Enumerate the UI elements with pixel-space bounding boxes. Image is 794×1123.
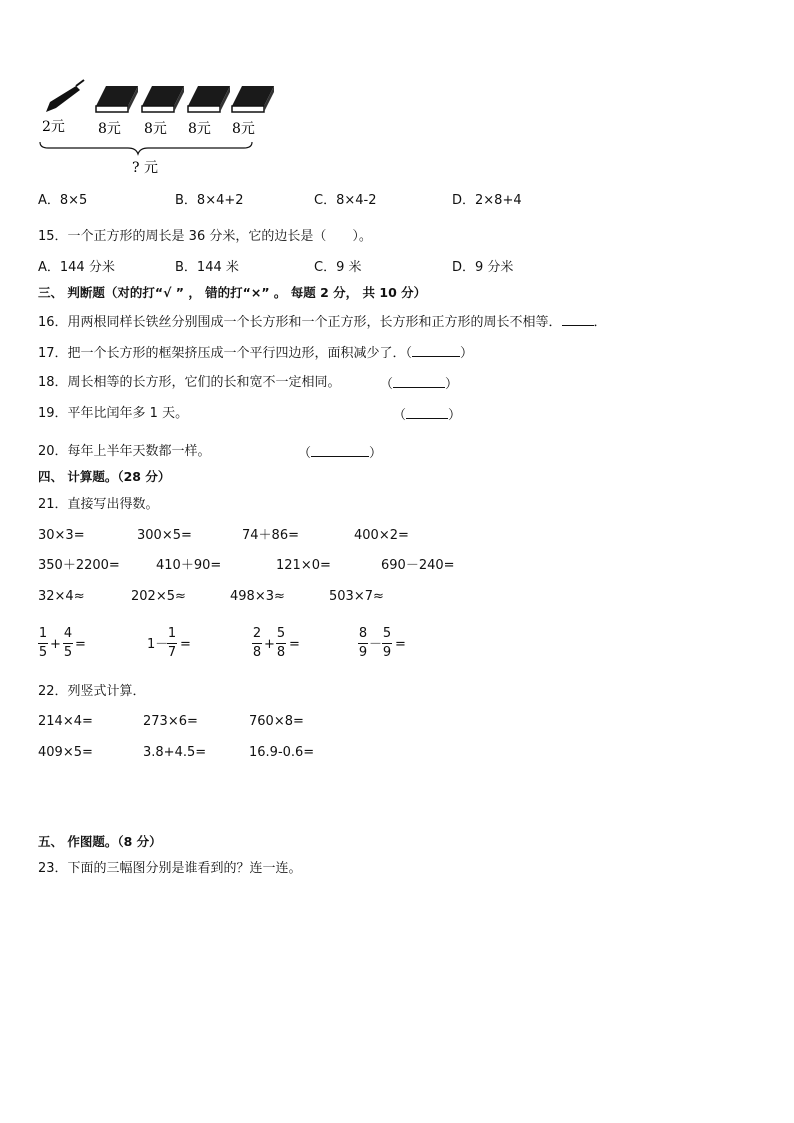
q21-r1-c1: 30×3=: [38, 528, 85, 543]
q21-r1-c4: 400×2=: [354, 528, 409, 543]
q19-text: 19．平年比闰年多 1 天。: [38, 406, 189, 421]
fraction: 5 8: [276, 626, 286, 660]
book-icon: [232, 86, 274, 112]
q16-end: ．: [593, 315, 607, 330]
q21-r3-c2: 202×5≈: [131, 589, 186, 604]
q22-r2-c3: 16.9-0.6=: [249, 745, 315, 760]
fraction: 5 9: [382, 626, 392, 660]
q21-r2-c2: 410＋90=: [156, 558, 222, 573]
price-figure: [36, 76, 286, 180]
q14-option-a: A．8×5: [38, 193, 88, 208]
q15-option-b: B．144 米: [175, 260, 239, 275]
q22-r1-c1: 214×4=: [38, 714, 93, 729]
q16: [38, 313, 607, 331]
q18-answer-blank[interactable]: [393, 375, 445, 388]
q17-end: ）: [460, 346, 474, 361]
fraction: 2 8: [252, 626, 262, 660]
pen-icon: [46, 80, 84, 112]
q17: [38, 344, 473, 362]
fraction: 8 9: [358, 626, 368, 660]
q21-title: 21．直接写出得数。: [38, 497, 159, 512]
book-icon: [142, 86, 184, 112]
q16-answer-blank[interactable]: [562, 313, 594, 326]
q17-text: 17．把一个长方形的框架挤压成一个平行四边形，面积减少了．（: [38, 346, 413, 361]
q20-answer: （ ）: [298, 446, 383, 461]
fraction: 1 7: [167, 626, 177, 660]
q22-title: 22．列竖式计算．: [38, 684, 146, 699]
q22-r2-c2: 3.8+4.5=: [143, 745, 207, 760]
q20-text: 20．每年上半年天数都一样。: [38, 444, 211, 459]
q21-r2-c1: 350＋2200=: [38, 558, 120, 573]
q21-r2-c3: 121×0=: [276, 558, 331, 573]
fraction: 1 5: [38, 626, 48, 660]
q20-answer-blank[interactable]: [311, 444, 369, 457]
fraction: 4 5: [63, 626, 73, 660]
q16-text: 16．用两根同样长铁丝分别围成一个长方形和一个正方形，长方形和正方形的周长不相等．: [38, 315, 562, 330]
section3-title: 三、 判断题（对的打“√ ” ， 错的打“×” 。 每题 2 分， 共 10 分）: [38, 285, 427, 300]
q17-answer-blank[interactable]: [412, 344, 460, 357]
price-book-3: 8元: [188, 121, 211, 137]
book-icon: [96, 86, 138, 112]
section5-title: 五、 作图题。（8 分）: [38, 834, 162, 849]
q21-r3-c1: 32×4≈: [38, 589, 85, 604]
price-book-4: 8元: [232, 121, 255, 137]
q21-r1-c2: 300×5=: [137, 528, 192, 543]
q15-stem-after: ）。: [352, 229, 372, 244]
q23-text: 23．下面的三幅图分别是谁看到的？连一连。: [38, 861, 302, 876]
q21-r1-c3: 74＋86=: [242, 528, 299, 543]
q15-option-a: A．144 分米: [38, 260, 115, 275]
q18-text: 18．周长相等的长方形，它们的长和宽不一定相同。: [38, 375, 341, 390]
q19-answer: （ ）: [393, 408, 462, 423]
section4-title: 四、 计算题。（28 分）: [38, 469, 171, 484]
total-label: ? 元: [132, 160, 158, 176]
q21-r3-c4: 503×7≈: [329, 589, 384, 604]
q14-option-b: B．8×4+2: [175, 193, 244, 208]
q21-r3-c3: 498×3≈: [230, 589, 285, 604]
q15-stem-before: 15．一个正方形的周长是 36 分米，它的边长是（: [38, 229, 327, 244]
q22-r2-c1: 409×5=: [38, 745, 93, 760]
q14-option-c: C．8×4-2: [314, 193, 377, 208]
book-icon: [188, 86, 230, 112]
q19-answer-blank[interactable]: [406, 406, 448, 419]
q21-r2-c4: 690－240=: [381, 558, 455, 573]
price-pen: 2元: [42, 119, 65, 135]
brace: [40, 142, 252, 154]
q15-option-c: C．9 米: [314, 260, 362, 275]
price-book-1: 8元: [98, 121, 121, 137]
q22-r1-c3: 760×8=: [249, 714, 304, 729]
price-book-2: 8元: [144, 121, 167, 137]
q18-answer: （ ）: [380, 377, 459, 392]
q14-option-d: D．2×8+4: [452, 193, 522, 208]
q22-r1-c2: 273×6=: [143, 714, 198, 729]
q15-option-d: D．9 分米: [452, 260, 514, 275]
q15-stem: [38, 229, 372, 245]
